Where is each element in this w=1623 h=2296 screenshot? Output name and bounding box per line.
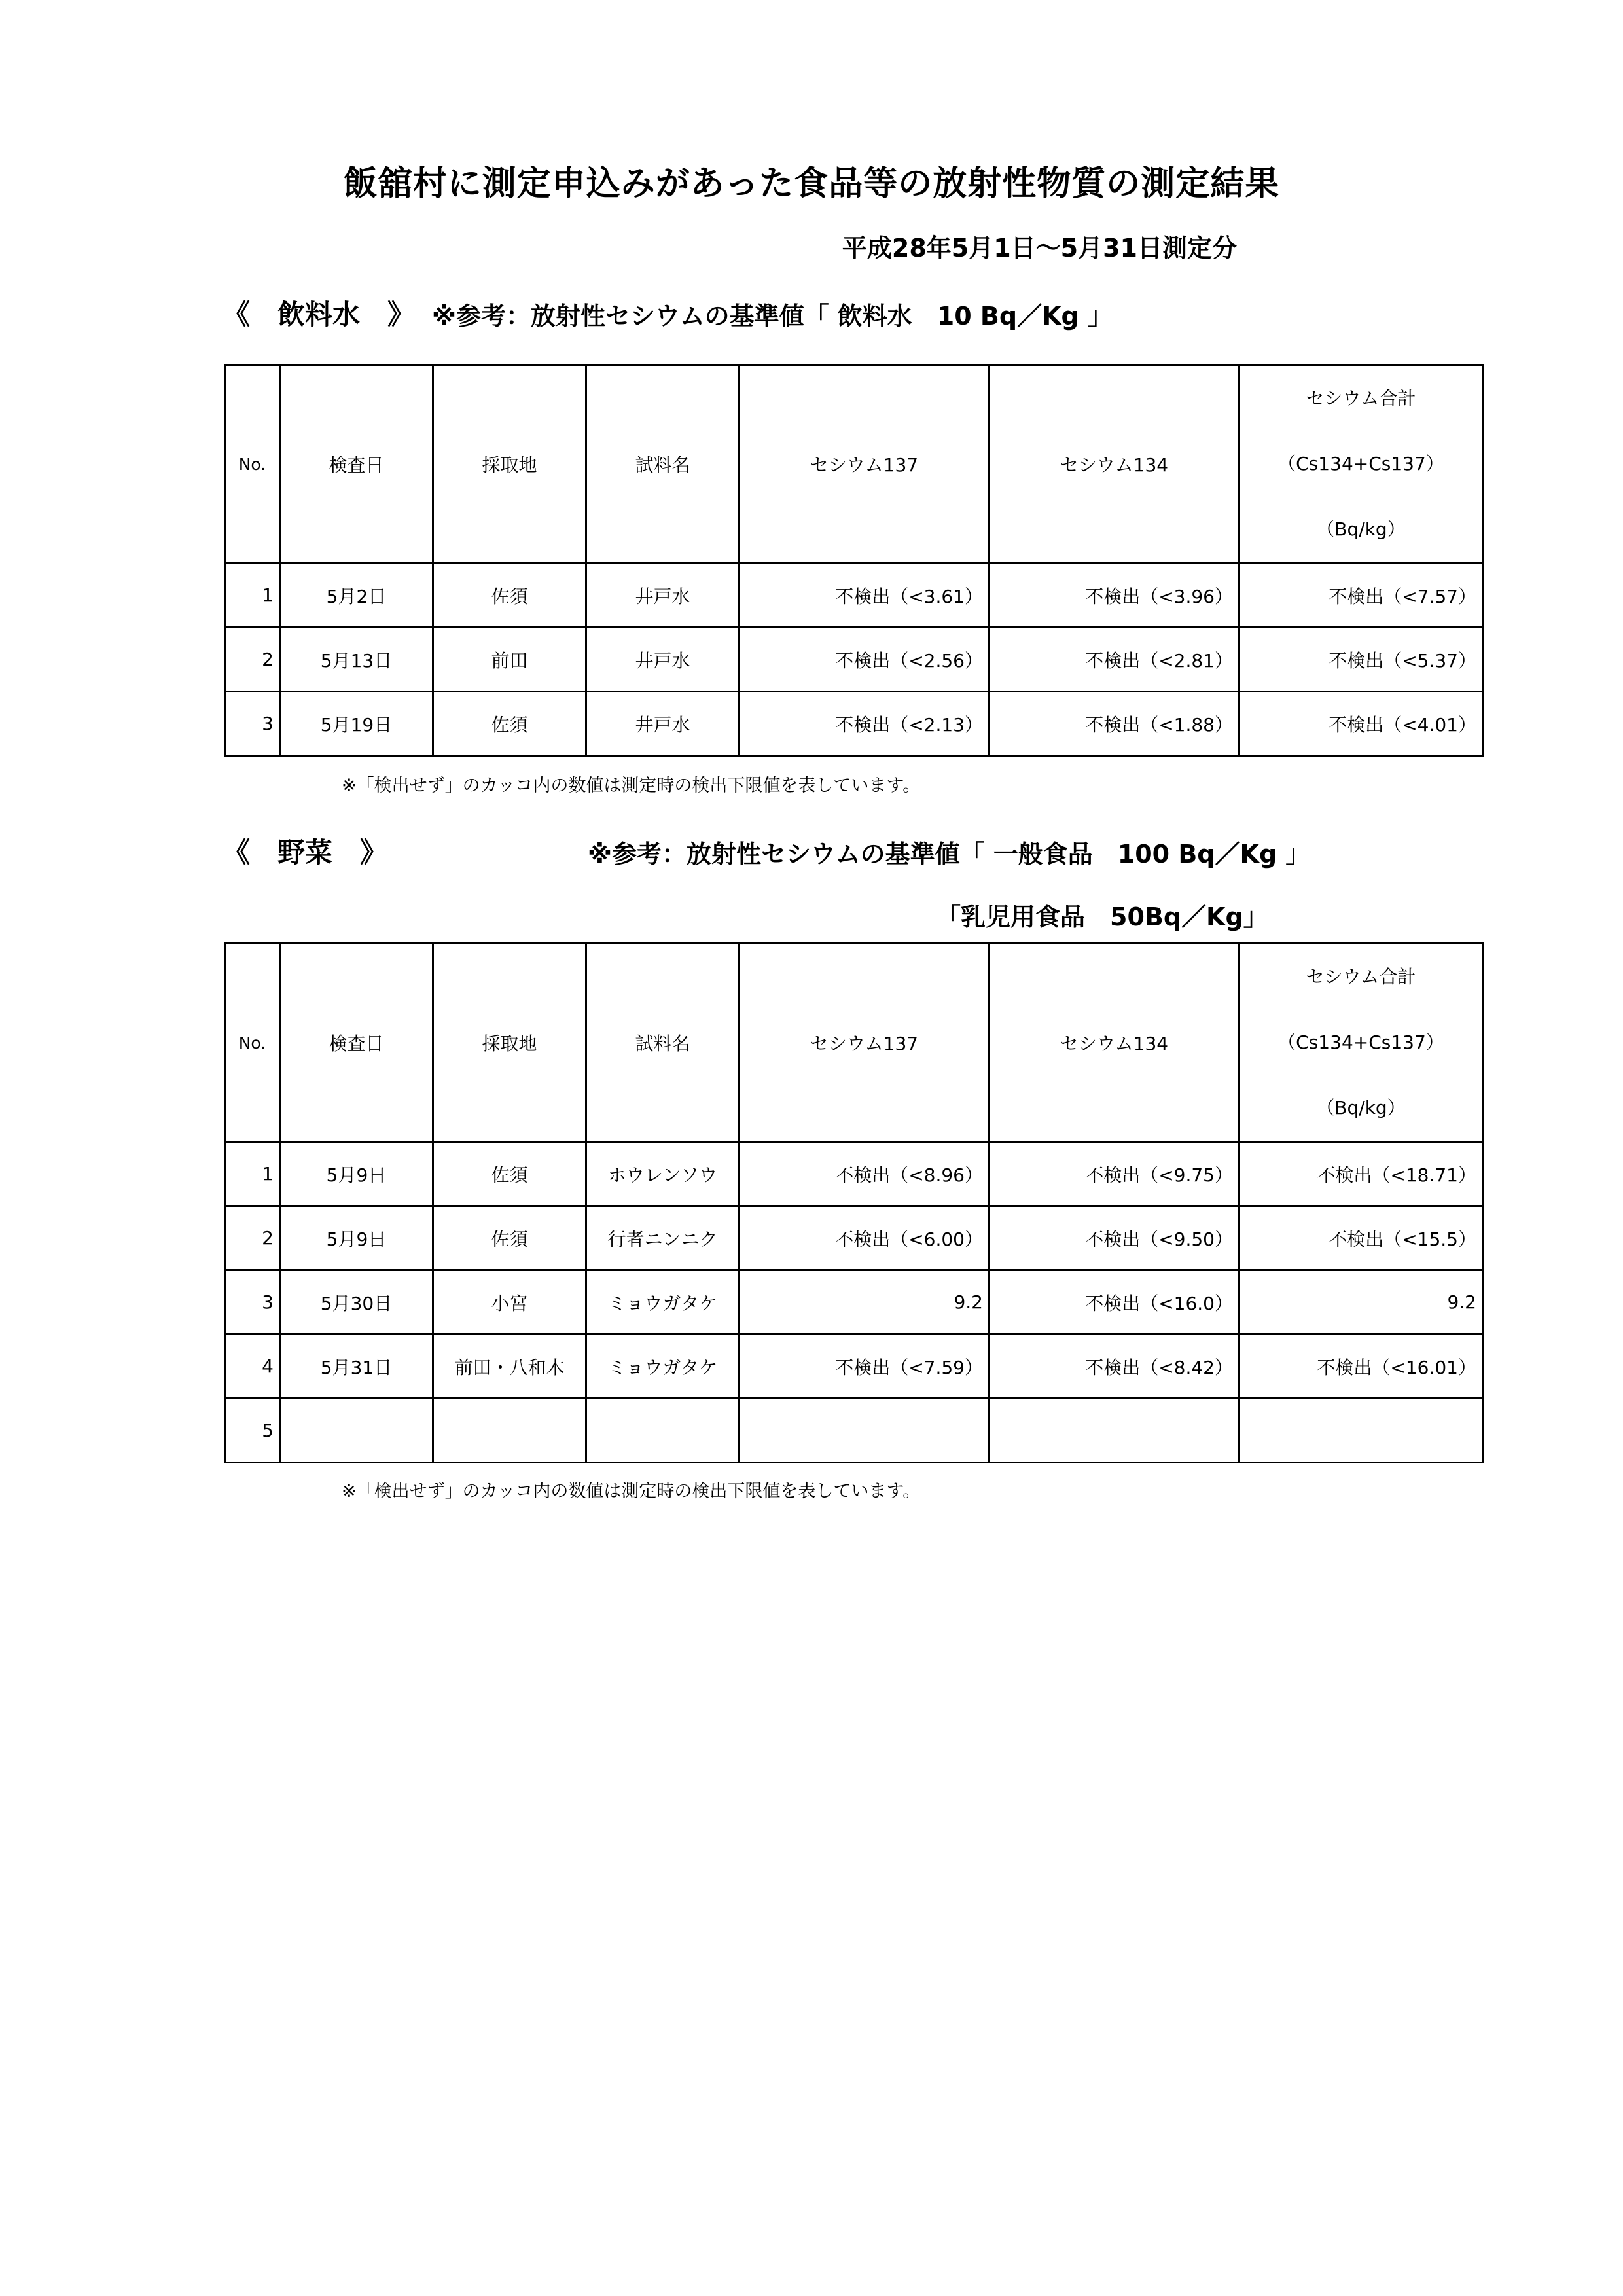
cell-no: 2: [225, 628, 280, 692]
page-title: 飯舘村に測定申込みがあった食品等の放射性物質の測定結果: [343, 164, 1280, 204]
header-no: No.: [225, 365, 280, 564]
table-row: [225, 1399, 1483, 1463]
cell-sample: [586, 1399, 740, 1463]
cell-location: 佐須: [433, 1206, 586, 1270]
cell-cs137: 不検出（<7.59）: [740, 1335, 990, 1399]
header-no: No.: [225, 944, 280, 1142]
cell-total: 不検出（<16.01）: [1240, 1335, 1483, 1399]
table-row: [225, 1270, 1483, 1335]
vegetables-table: [224, 942, 1484, 1463]
cell-date: 5月9日: [280, 1206, 433, 1270]
cell-sample: 井戸水: [586, 564, 740, 628]
header-total: [1240, 944, 1483, 1142]
cell-total: 不検出（<5.37）: [1240, 628, 1483, 692]
cell-date: 5月2日: [280, 564, 433, 628]
header-total: [1240, 365, 1483, 564]
cell-cs137: 不検出（<8.96）: [740, 1142, 990, 1206]
header-cs134: セシウム134: [990, 365, 1240, 564]
cell-cs134: 不検出（<2.81）: [990, 628, 1240, 692]
header-cs134: セシウム134: [990, 944, 1240, 1142]
cell-cs137: 不検出（<2.56）: [740, 628, 990, 692]
cell-date: 5月13日: [280, 628, 433, 692]
cell-sample: ミョウガタケ: [586, 1335, 740, 1399]
cell-sample: 行者ニンニク: [586, 1206, 740, 1270]
table-header-row: [225, 944, 1483, 1142]
table-row: [225, 1206, 1483, 1270]
header-date: 検査日: [280, 365, 433, 564]
cell-sample: 井戸水: [586, 692, 740, 756]
cell-total: 不検出（<7.57）: [1240, 564, 1483, 628]
cell-no: 4: [225, 1335, 280, 1399]
cell-location: 前田・八和木: [433, 1335, 586, 1399]
header-cs137: セシウム137: [740, 944, 990, 1142]
table-row: [225, 1335, 1483, 1399]
header-cs137: セシウム137: [740, 365, 990, 564]
standard-note-infant-food: 「乳児用食品 50Bq／Kg」: [936, 903, 1268, 931]
header-sample: 試料名: [586, 365, 740, 564]
cell-cs134: 不検出（<9.50）: [990, 1206, 1240, 1270]
cell-cs134: 不検出（<3.96）: [990, 564, 1240, 628]
cell-location: 佐須: [433, 1142, 586, 1206]
table-header-row: [225, 365, 1483, 564]
cell-cs134: 不検出（<9.75）: [990, 1142, 1240, 1206]
header-total-line2: （Cs134+Cs137）: [1277, 453, 1444, 475]
cell-no: 3: [225, 692, 280, 756]
cell-location: 小宮: [433, 1270, 586, 1335]
cell-cs137: 不検出（<2.13）: [740, 692, 990, 756]
header-date: 検査日: [280, 944, 433, 1142]
table-row: [225, 628, 1483, 692]
cell-sample: 井戸水: [586, 628, 740, 692]
cell-location: 佐須: [433, 692, 586, 756]
cell-date: 5月30日: [280, 1270, 433, 1335]
cell-total: 不検出（<18.71）: [1240, 1142, 1483, 1206]
cell-cs134: 不検出（<16.0）: [990, 1270, 1240, 1335]
cell-sample: ミョウガタケ: [586, 1270, 740, 1335]
cell-date: 5月31日: [280, 1335, 433, 1399]
cell-location: [433, 1399, 586, 1463]
footnote-drinking-water: ※「検出せず」のカッコ内の数値は測定時の検出下限値を表しています。: [342, 776, 921, 796]
cell-no: 2: [225, 1206, 280, 1270]
cell-cs134: [990, 1399, 1240, 1463]
table-row: [225, 564, 1483, 628]
cell-date: 5月9日: [280, 1142, 433, 1206]
measurement-period: 平成28年5月1日～5月31日測定分: [842, 234, 1237, 262]
header-total-line3: （Bq/kg）: [1316, 1097, 1406, 1119]
header-location: 採取地: [433, 365, 586, 564]
header-total-line2: （Cs134+Cs137）: [1277, 1031, 1444, 1053]
table-row: [225, 692, 1483, 756]
header-total-line3: （Bq/kg）: [1316, 518, 1406, 540]
header-total-line1: セシウム合計: [1306, 387, 1416, 409]
cell-no: 1: [225, 1142, 280, 1206]
cell-date: [280, 1399, 433, 1463]
cell-location: 前田: [433, 628, 586, 692]
cell-location: 佐須: [433, 564, 586, 628]
cell-total: [1240, 1399, 1483, 1463]
cell-total: 不検出（<4.01）: [1240, 692, 1483, 756]
cell-cs137: [740, 1399, 990, 1463]
footnote-vegetables: ※「検出せず」のカッコ内の数値は測定時の検出下限値を表しています。: [342, 1481, 921, 1501]
header-location: 採取地: [433, 944, 586, 1142]
header-sample: 試料名: [586, 944, 740, 1142]
cell-no: 3: [225, 1270, 280, 1335]
cell-total: 9.2: [1240, 1270, 1483, 1335]
section-heading-drinking-water: 《 飲料水 》: [223, 298, 416, 331]
cell-cs134: 不検出（<1.88）: [990, 692, 1240, 756]
table-row: [225, 1142, 1483, 1206]
standard-note-vegetables: ※参考：放射性セシウムの基準値「 一般食品 100 Bq／Kg 」: [588, 840, 1311, 869]
cell-no: 5: [225, 1399, 280, 1463]
cell-sample: ホウレンソウ: [586, 1142, 740, 1206]
cell-cs137: 不検出（<3.61）: [740, 564, 990, 628]
cell-cs137: 9.2: [740, 1270, 990, 1335]
header-total-line1: セシウム合計: [1306, 966, 1416, 988]
cell-total: 不検出（<15.5）: [1240, 1206, 1483, 1270]
drinking-water-table: [224, 364, 1484, 757]
cell-no: 1: [225, 564, 280, 628]
section-heading-vegetables: 《 野菜 》: [223, 836, 388, 869]
cell-cs134: 不検出（<8.42）: [990, 1335, 1240, 1399]
cell-date: 5月19日: [280, 692, 433, 756]
cell-cs137: 不検出（<6.00）: [740, 1206, 990, 1270]
standard-note-drinking-water: ※参考：放射性セシウムの基準値「 飲料水 10 Bq／Kg 」: [432, 302, 1113, 331]
